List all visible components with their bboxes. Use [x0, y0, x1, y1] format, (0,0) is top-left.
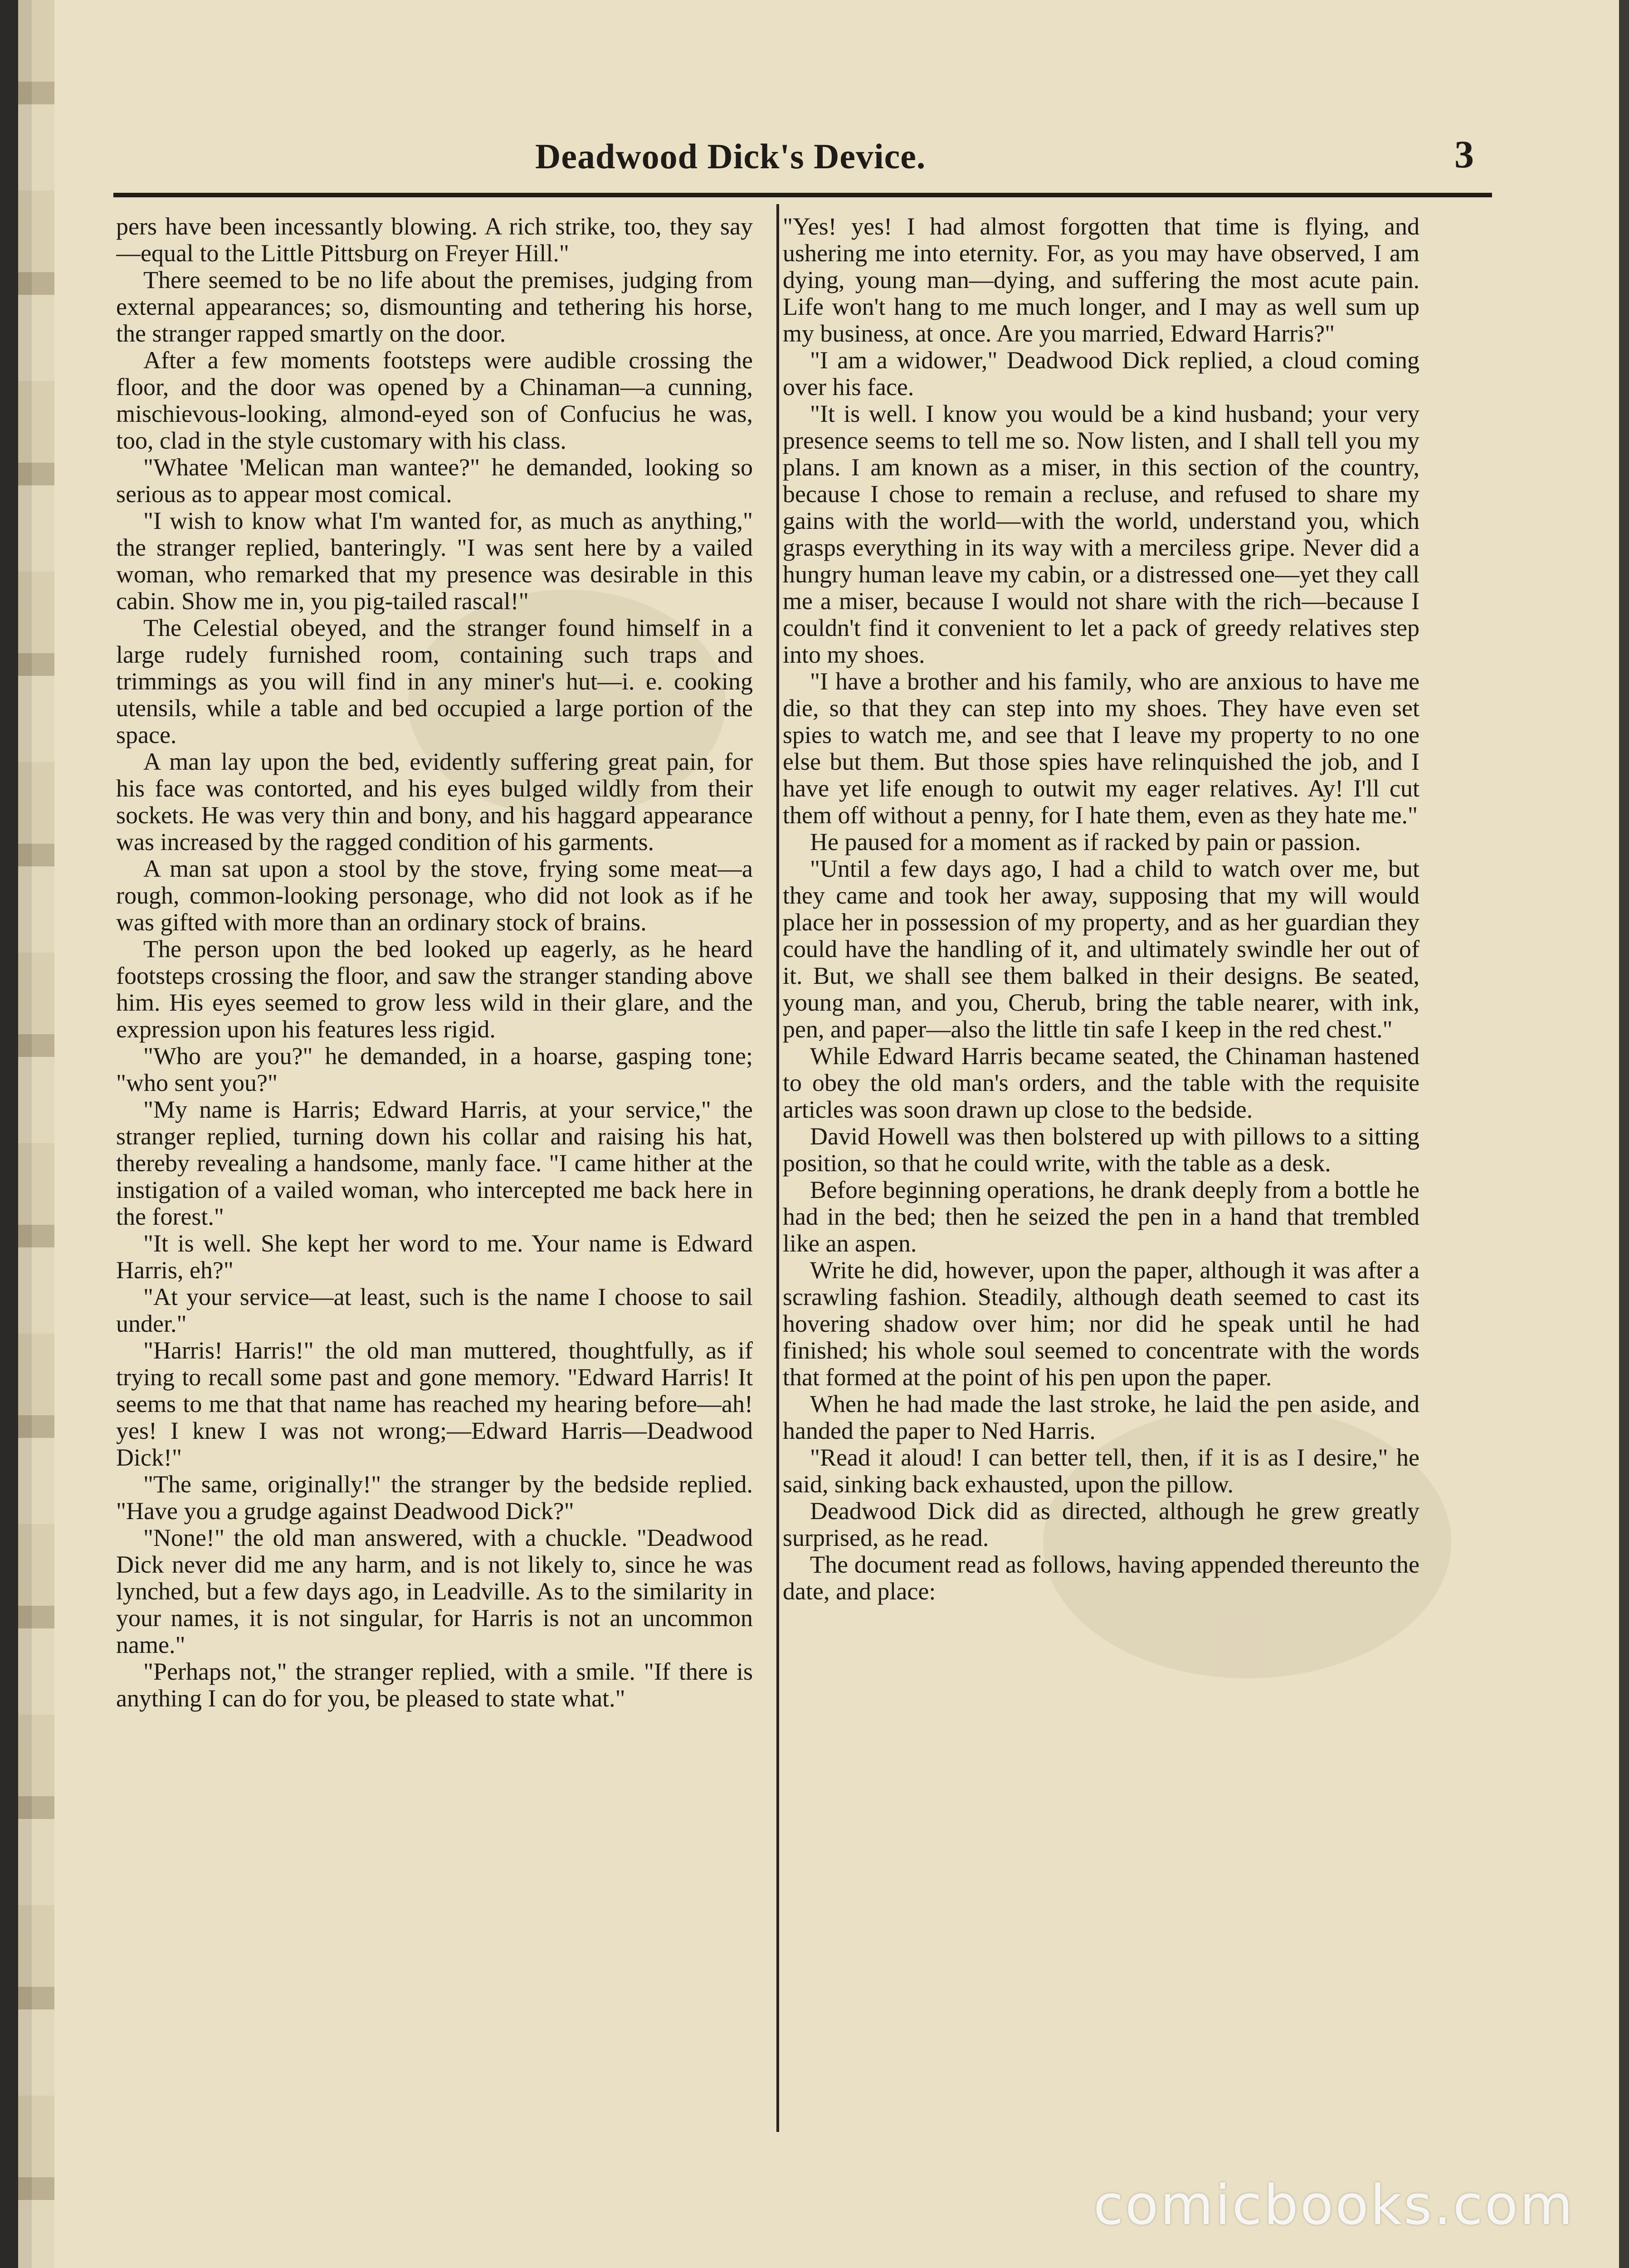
running-head	[118, 132, 1492, 186]
paragraph: "I wish to know what I'm wanted for, as much as anything," the stranger replied, banteringly. "I was sent here by a vailed woman, who remarked that my presence was desirable in this cabin. Show me in, you pig-tailed rascal!"	[116, 507, 753, 615]
paragraph: Deadwood Dick did as directed, although he grew greatly surprised, as he read.	[783, 1497, 1419, 1551]
header-rule	[113, 193, 1492, 197]
paragraph: "Yes! yes! I had almost forgotten that time is flying, and ushering me into eternity. For, as you may have observed, I am dying, young man—dying, and suffering the most acute pain. Life won't hang to me much longer, and I may as well sum up my business, at once. Are you married, Edward Harris?"	[783, 213, 1419, 347]
torn-page-edge	[18, 0, 54, 2268]
paragraph: The document read as follows, having appended thereunto the date, and place:	[783, 1551, 1419, 1605]
paragraph: "Whatee 'Melican man wantee?" he demanded, looking so serious as to appear most comical.	[116, 454, 753, 508]
paragraph: "It is well. She kept her word to me. Your name is Edward Harris, eh?"	[116, 1230, 753, 1284]
paragraph: "I am a widower," Deadwood Dick replied, a cloud coming over his face.	[783, 347, 1419, 401]
paragraph: Write he did, however, upon the paper, although it was after a scrawling fashion. Steadily, although death seemed to cast its hovering shadow over him; nor did he speak until he had finished; his whole soul seemed to concentrate with the words that formed at the point of his pen upon the paper.	[783, 1256, 1419, 1391]
right-column	[783, 213, 1419, 2127]
paragraph: "None!" the old man answered, with a chuckle. "Deadwood Dick never did me any harm, and is not likely to, since he was lynched, but a few days ago, in Leadville. As to the similarity in your names, it is not singular, for Harris is not an uncommon name."	[116, 1524, 753, 1658]
paragraph: David Howell was then bolstered up with pillows to a sitting position, so that he could write, with the table as a desk.	[783, 1123, 1419, 1177]
paragraph: "I have a brother and his family, who are anxious to have me die, so that they can step into my shoes. They have even set spies to watch me, and see that I leave my property to no one else but them. But those spies have relinquished the job, and I have yet life enough to outwit my eager relatives. Ay! I'll cut them off without a penny, for I hate them, even as they hate me."	[783, 668, 1419, 829]
paragraph: He paused for a moment as if racked by pain or passion.	[810, 828, 1361, 855]
paragraph: After a few moments footsteps were audible crossing the floor, and the door was opened by a Chinaman—a cunning, mischievous-looking, almond-eyed son of Confucius he was, too, clad in the style customary with his class.	[116, 347, 753, 454]
paragraph: "Read it aloud! I can better tell, then, if it is as I desire," he said, sinking back exhausted, upon the pillow.	[783, 1444, 1419, 1498]
right-page-edge	[1619, 0, 1629, 2268]
page-number: 3	[1454, 132, 1474, 176]
paragraph: Before beginning operations, he drank deeply from a bottle he had in the bed; then he seized the pen in a hand that trembled like an aspen.	[783, 1176, 1419, 1257]
column-divider	[776, 204, 779, 2132]
paragraph: "The same, originally!" the stranger by the bedside replied. "Have you a grudge against Deadwood Dick?"	[116, 1471, 753, 1525]
paragraph: "Perhaps not," the stranger replied, with a smile. "If there is anything I can do for you, be pleased to state what."	[116, 1658, 753, 1712]
paragraph: "My name is Harris; Edward Harris, at your service," the stranger replied, turning down his collar and raising his hat, thereby revealing a handsome, manly face. "I came hither at the instigation of a vailed woman, who intercepted me back here in the forest."	[116, 1096, 753, 1230]
paragraph: The person upon the bed looked up eagerly, as he heard footsteps crossing the floor, and saw the stranger standing above him. His eyes seemed to grow less wild in their glare, and the expression upon his features less rigid.	[116, 935, 753, 1043]
paragraph: pers have been incessantly blowing. A rich strike, too, they say—equal to the Little Pittsburg on Freyer Hill."	[116, 213, 753, 267]
paragraph: "Who are you?" he demanded, in a hoarse, gasping tone; "who sent you?"	[116, 1042, 753, 1096]
paragraph: "Until a few days ago, I had a child to watch over me, but they came and took her away, supposing that my will would place her in possession of my property, and as her guardian they could have the handling of it, and ultimately swindle her out of it. But, we shall see them balked in their designs. Be seated, young man, and you, Cherub, bring the table nearer, with ink, pen, and paper—also the little tin safe I keep in the red chest."	[783, 855, 1419, 1043]
paragraph: "At your service—at least, such is the name I choose to sail under."	[116, 1283, 753, 1337]
paragraph: A man sat upon a stool by the stove, frying some meat—a rough, common-looking personage, who did not look as if he was gifted with more than an ordinary stock of brains.	[116, 855, 753, 936]
paragraph: There seemed to be no life about the premises, judging from external appearances; so, dismounting and tethering his horse, the stranger rapped smartly on the door.	[116, 266, 753, 347]
left-column	[116, 213, 753, 2127]
paragraph: When he had made the last stroke, he laid the pen aside, and handed the paper to Ned Harris.	[783, 1390, 1419, 1444]
paragraph: While Edward Harris became seated, the Chinaman hastened to obey the old man's orders, and the table with the requisite articles was soon drawn up close to the bedside.	[783, 1042, 1419, 1123]
paragraph: "Harris! Harris!" the old man muttered, thoughtfully, as if trying to recall some past and gone memory. "Edward Harris! It seems to me that that name has reached my hearing before—ah! yes! I knew I was not wrong;—Edward Harris—Deadwood Dick!"	[116, 1337, 753, 1471]
watermark: comicbooks.com	[1093, 2174, 1575, 2237]
running-title: Deadwood Dick's Device.	[535, 137, 926, 176]
paragraph: "It is well. I know you would be a kind husband; your very presence seems to tell me so. Now listen, and I shall tell you my plans. I am known as a miser, in this section of the country, because I chose to remain a recluse, and refused to share my gains with the world—with the world, understand you, which grasps everything in its way with a merciless gripe. Never did a hungry human leave my cabin, or a distressed one—yet they call me a miser, because I would not share with the rich—because I couldn't find it convenient to let a pack of greedy relatives step into my shoes.	[783, 400, 1419, 668]
paragraph: A man lay upon the bed, evidently suffering great pain, for his face was contorted, and his eyes bulged wildly from their sockets. He was very thin and bony, and his haggard appearance was increased by the ragged condition of his garments.	[116, 748, 753, 855]
paragraph: The Celestial obeyed, and the stranger found himself in a large rudely furnished room, containing such traps and trimmings as you will find in any miner's hut—i. e. cooking utensils, while a table and bed occupied a large portion of the space.	[116, 614, 753, 748]
